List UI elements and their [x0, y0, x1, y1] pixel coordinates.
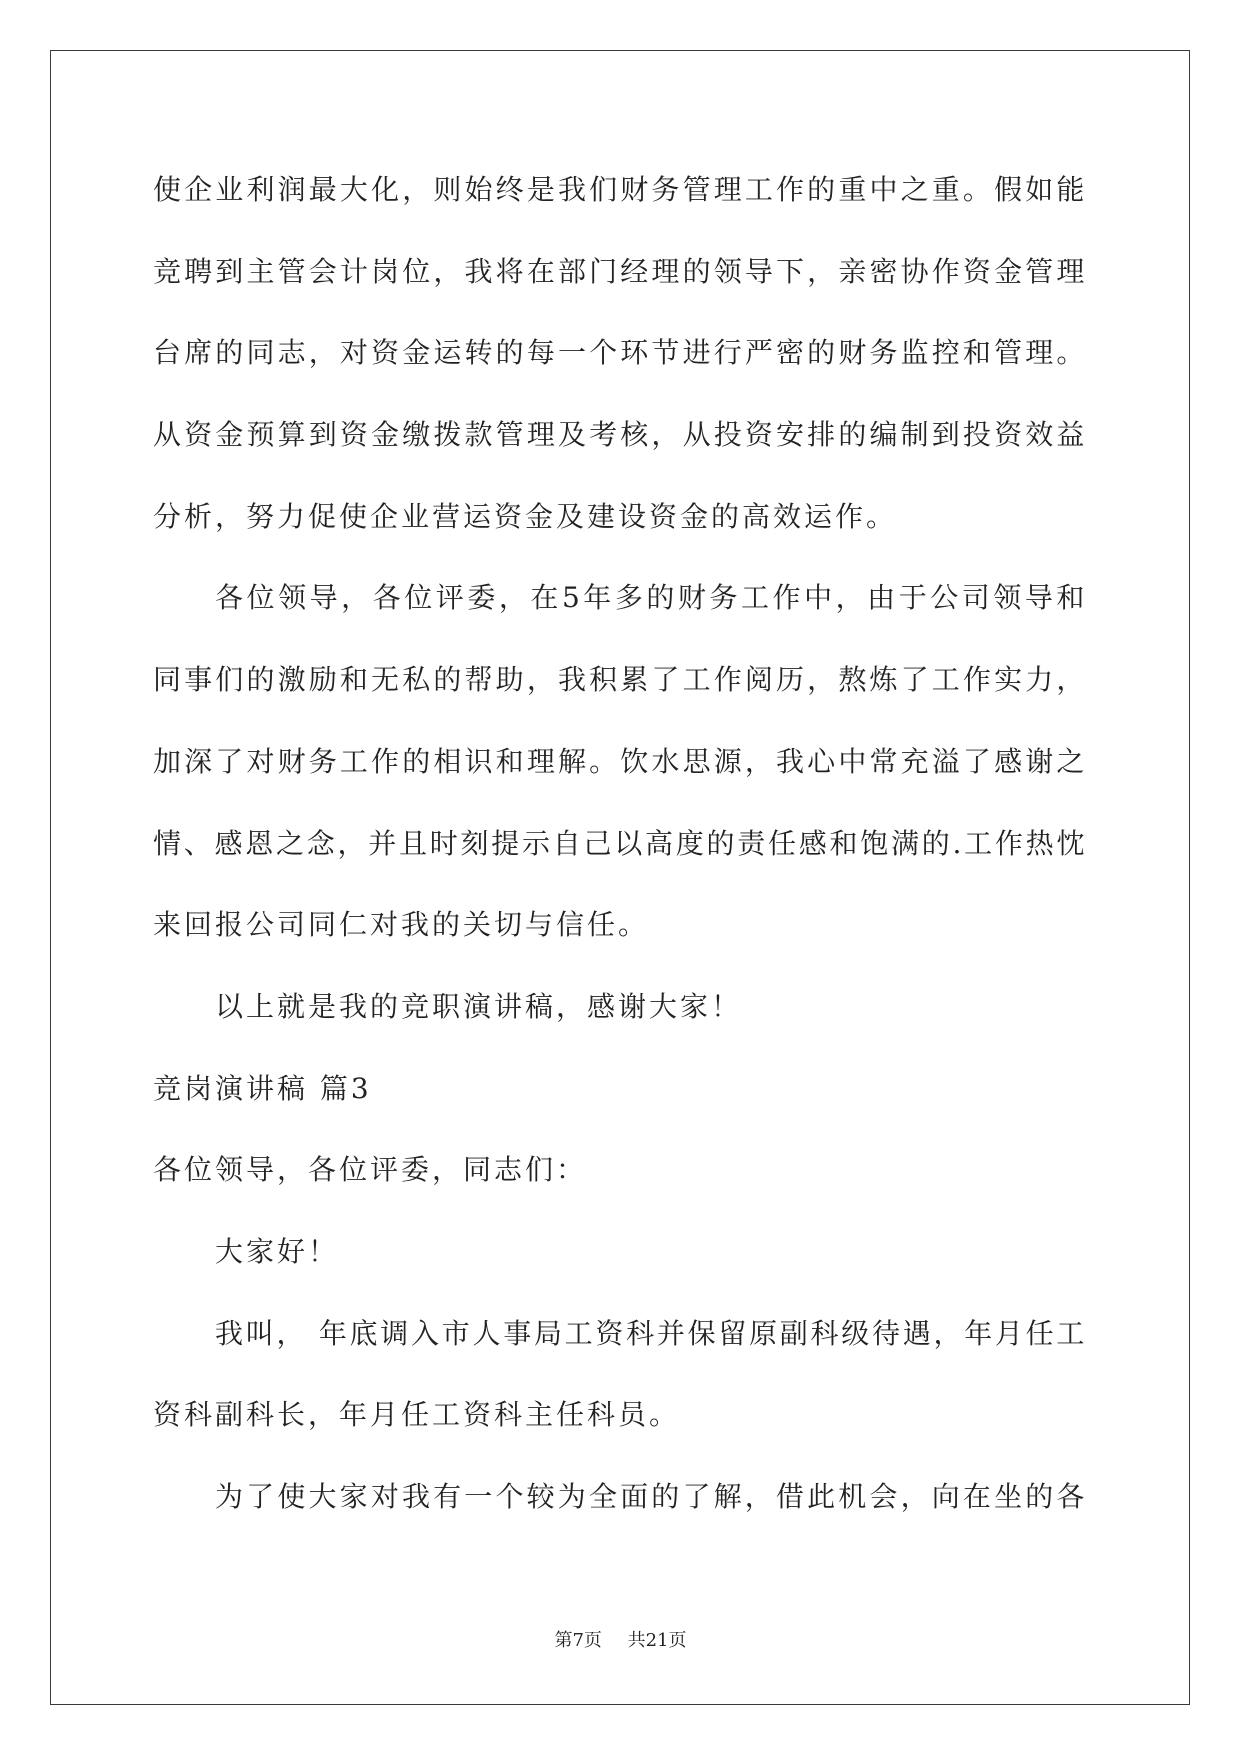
text-line: 我叫， 年底调入市人事局工资科并保留原副科级待遇，年月任工 — [215, 1316, 1087, 1350]
text-line: 台席的同志，对资金运转的每一个环节进行严密的财务监控和管理。 — [153, 336, 1087, 370]
page-footer — [0, 1626, 1241, 1652]
greeting-line: 大家好！ — [215, 1234, 340, 1268]
text-line: 各位领导，各位评委，在5年多的财务工作中，由于公司领导和 — [215, 581, 1087, 615]
page-total: 共21页 — [627, 1630, 687, 1651]
text-line: 加深了对财务工作的相识和理解。饮水思源，我心中常充溢了感谢之 — [153, 744, 1087, 778]
text-line: 为了使大家对我有一个较为全面的了解，借此机会，向在坐的各 — [215, 1480, 1087, 1513]
section-heading: 竞岗演讲稿 篇3 — [153, 1071, 372, 1105]
text-line: 以上就是我的竞职演讲稿，感谢大家！ — [215, 989, 743, 1023]
text-line: 来回报公司同仁对我的关切与信任。 — [153, 908, 650, 942]
text-line: 情、感恩之念，并且时刻提示自己以高度的责任感和饱满的.工作热忱 — [153, 826, 1087, 860]
text-line: 分析，努力促使企业营运资金及建设资金的高效运作。 — [153, 499, 898, 533]
salutation-line: 各位领导，各位评委，同志们： — [153, 1153, 588, 1187]
text-line: 竞聘到主管会计岗位，我将在部门经理的领导下，亲密协作资金管理 — [153, 254, 1087, 288]
text-line: 从资金预算到资金缴拨款管理及考核，从投资安排的编制到投资效益 — [153, 418, 1087, 452]
text-line: 使企业利润最大化，则始终是我们财务管理工作的重中之重。假如能 — [153, 173, 1087, 206]
page-number: 第7页 — [554, 1630, 602, 1651]
document-body — [153, 149, 1087, 1538]
text-line: 资科副科长，年月任工资科主任科员。 — [153, 1398, 681, 1432]
text-line: 同事们的激励和无私的帮助，我积累了工作阅历，熬炼了工作实力， — [153, 663, 1087, 697]
